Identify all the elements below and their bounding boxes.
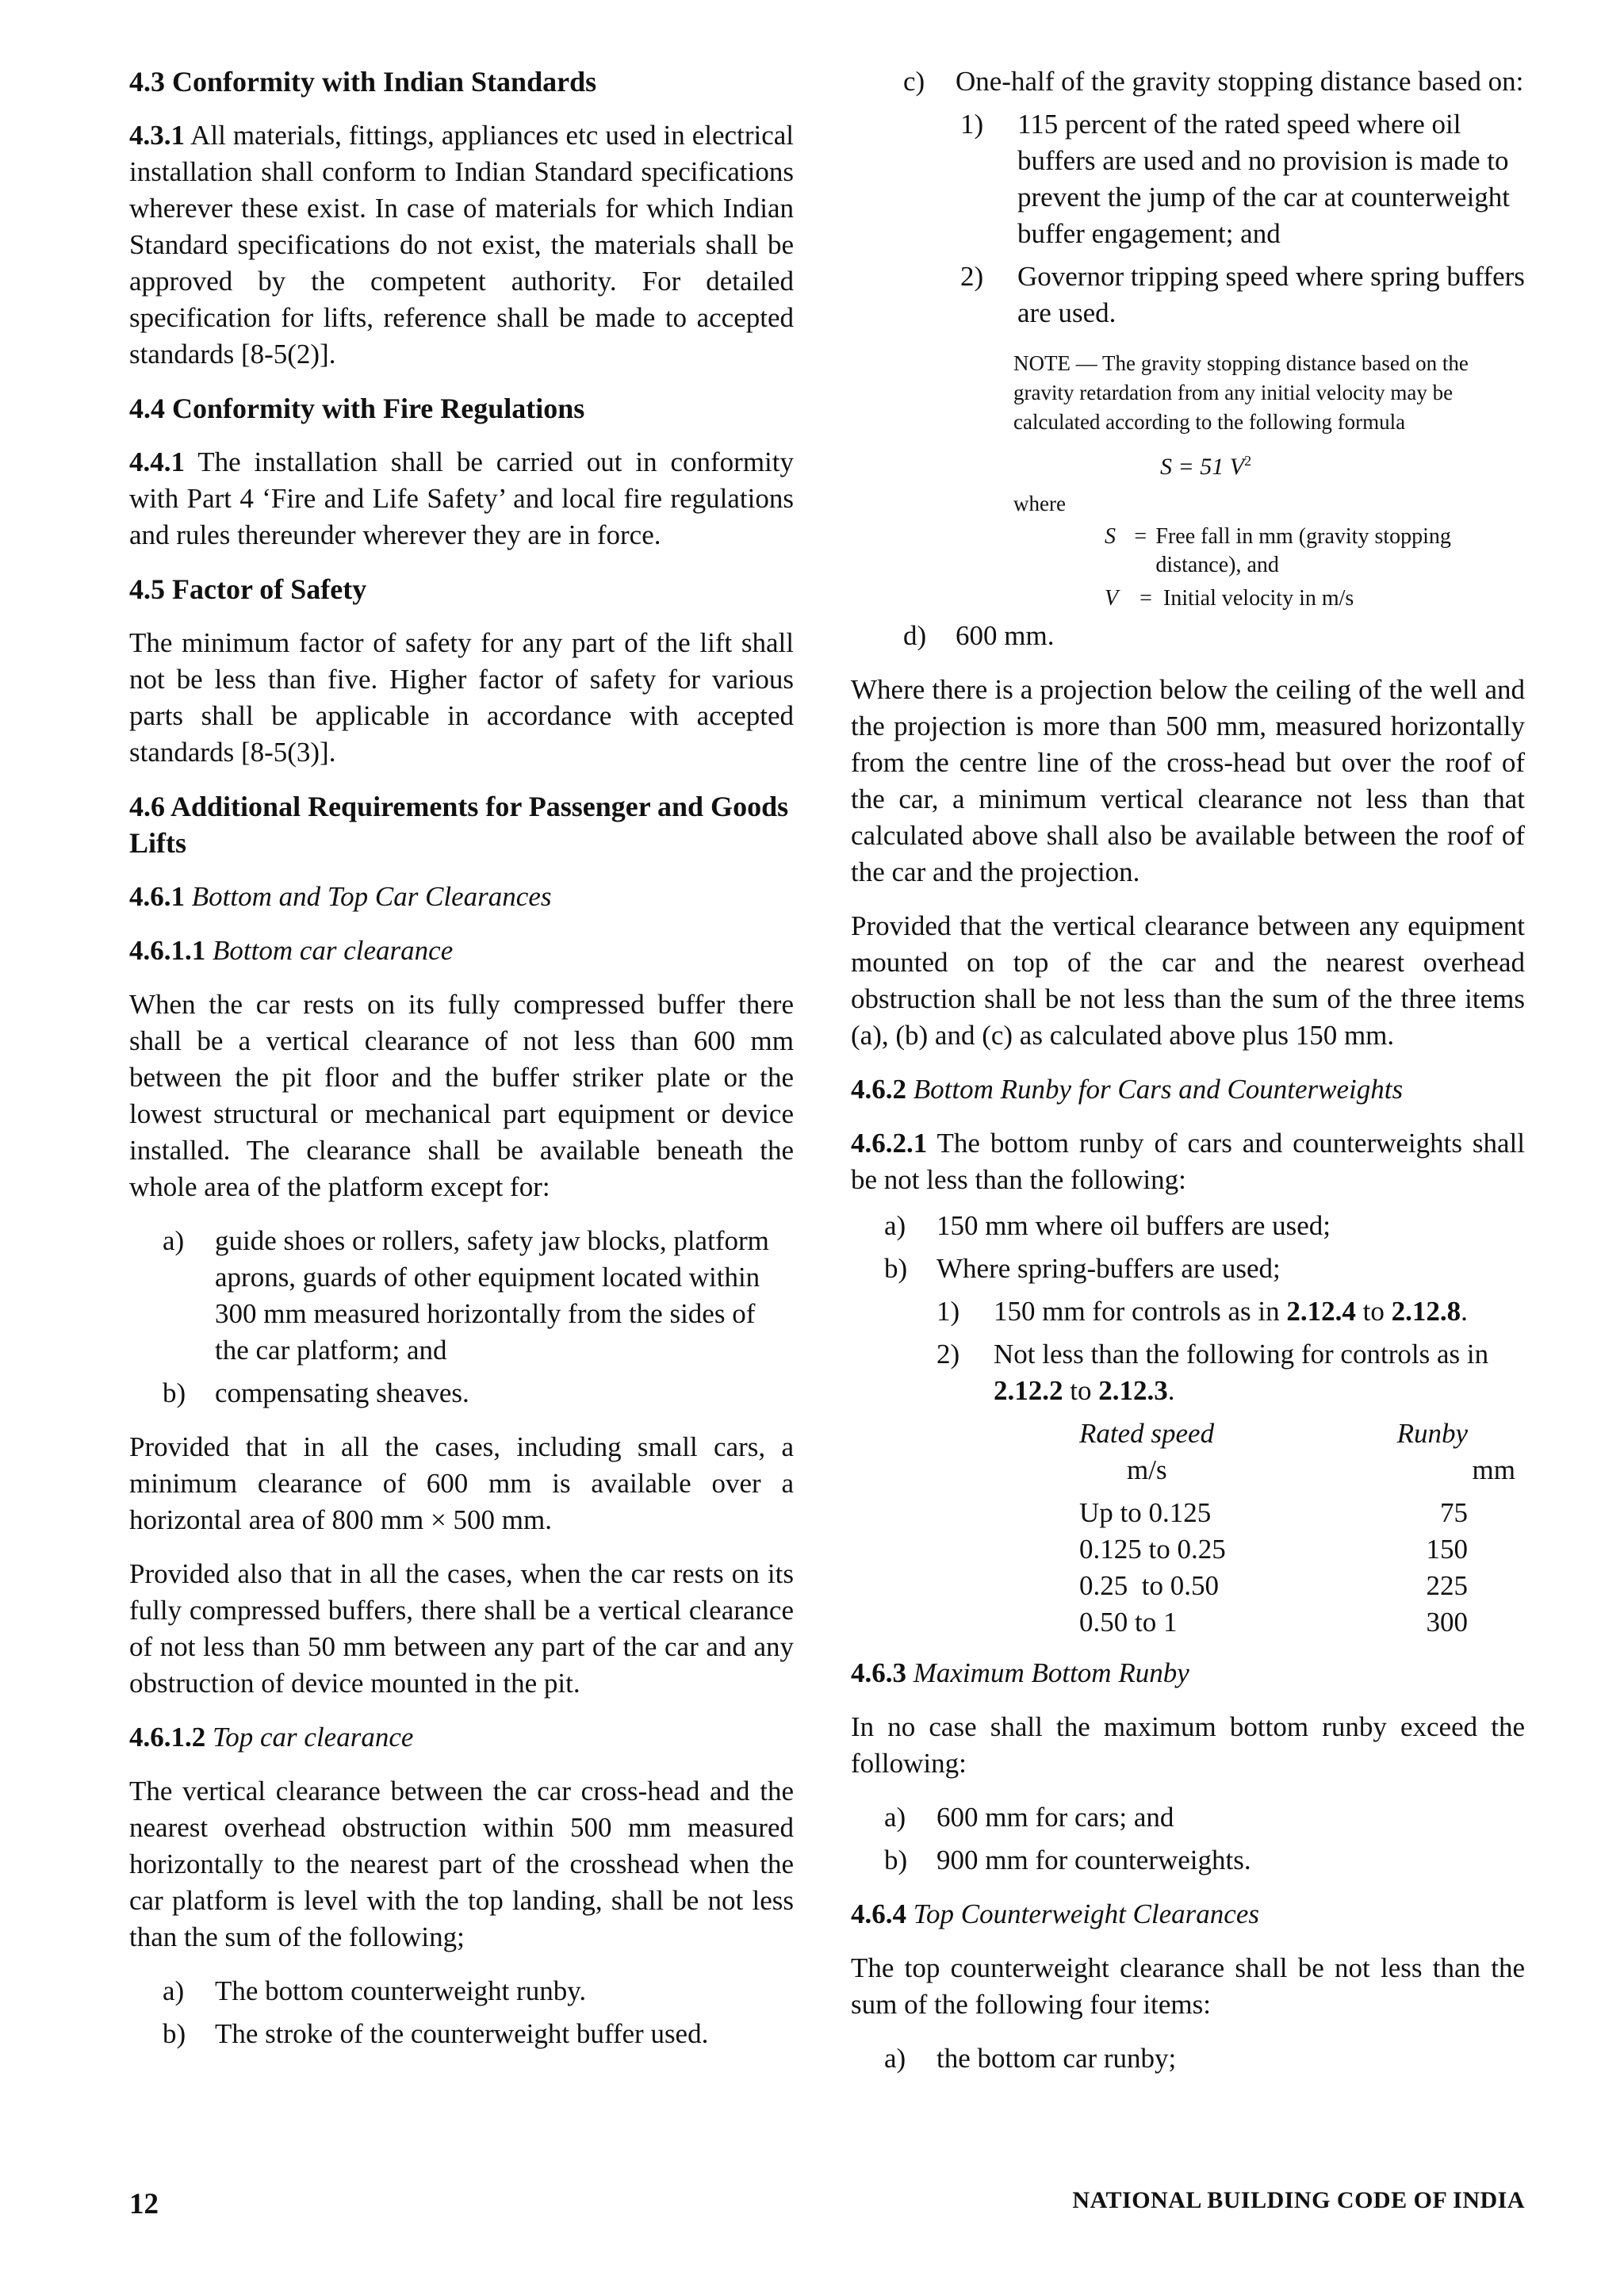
clause-number: 4.6.1.1 bbox=[129, 935, 206, 966]
where-label: where bbox=[1013, 492, 1066, 515]
list-item bbox=[129, 2016, 794, 2052]
formula-text: S = 51 V bbox=[1160, 454, 1245, 480]
subheading-4-6-4 bbox=[851, 1896, 1525, 1933]
table-row bbox=[851, 1495, 1525, 1531]
paragraph-text: The installation shall be carried out in conformity with Part 4 ‘Fire and Life Safety’ and local fire regulations and rules thereunder wherever they are in force. bbox=[129, 446, 794, 550]
max-runby-list bbox=[851, 1799, 1525, 1879]
text-run: 150 mm for controls as in bbox=[994, 1296, 1287, 1327]
list-item bbox=[129, 1223, 794, 1369]
list-marker: 1) bbox=[960, 109, 984, 140]
list-marker: a) bbox=[884, 2043, 906, 2074]
definition-equals: = bbox=[1139, 586, 1152, 611]
clause-ref: 2.12.2 bbox=[994, 1375, 1063, 1406]
definition-row bbox=[851, 584, 1525, 613]
runby-list bbox=[851, 1208, 1525, 1409]
clause-number: 4.6.4 bbox=[851, 1898, 906, 1929]
formula bbox=[851, 445, 1525, 483]
subheading-title: Bottom car clearance bbox=[213, 935, 454, 966]
clause-number: 4.6.1.2 bbox=[129, 1722, 206, 1753]
list-item bbox=[129, 1973, 794, 2009]
list-marker: a) bbox=[163, 1975, 185, 2006]
paragraph-text: All materials, fittings, appliances etc used in electrical installation shall conform to Indian Standard specifications wherever these exist. In case of materials for which Indian Standard specifications do not exist, the materials shall be approved by the competent authority. For detailed specification for lifts, reference shall be made to accepted standards [8-5(2)]. bbox=[129, 120, 794, 370]
list-item-d bbox=[851, 618, 1525, 654]
list-text: compensating sheaves. bbox=[215, 1377, 469, 1408]
paragraph-bottom-clearance: When the car rests on its fully compressed buffer there shall be a vertical clearance of not less than 600 mm between the pit floor and the buffer striker plate or the lowest structural or mechanical part equipment or device installed. The clearance shall be available beneath the whole area of the platform except for: bbox=[129, 989, 794, 1202]
list-marker: d) bbox=[903, 620, 927, 651]
section-heading-4-6: 4.6 Additional Requirements for Passenger and Goods Lifts bbox=[129, 791, 789, 859]
list-item-c bbox=[851, 63, 1525, 100]
list-item bbox=[851, 259, 1525, 331]
table-header-speed: Rated speed bbox=[1079, 1418, 1215, 1449]
table-header-row bbox=[851, 1416, 1525, 1452]
paragraph-text: The bottom runby of cars and counterweights shall be not less than the following: bbox=[851, 1128, 1525, 1195]
list-text: The bottom counterweight runby. bbox=[215, 1975, 587, 2006]
list-marker: 1) bbox=[936, 1296, 960, 1327]
subheading-4-6-1 bbox=[129, 879, 794, 915]
page-number: 12 bbox=[129, 2188, 159, 2220]
paragraph-4-3-1 bbox=[129, 117, 794, 373]
counterweight-items-list bbox=[851, 2040, 1525, 2077]
subheading-4-6-2 bbox=[851, 1071, 1525, 1108]
list-item bbox=[851, 106, 1525, 252]
table-cell-speed: 0.50 to 1 bbox=[1079, 1607, 1178, 1638]
list-text bbox=[994, 1336, 1525, 1409]
section-heading-4-3: 4.3 Conformity with Indian Standards bbox=[129, 66, 597, 98]
subheading-title: Maximum Bottom Runby bbox=[913, 1657, 1189, 1688]
paragraph-4-5: The minimum factor of safety for any part of the lift shall not be less than five. Higher factor of safety for various parts shall be applicable in accordance with accepted standards [8-5(3)]. bbox=[129, 627, 794, 768]
table-unit-row bbox=[851, 1452, 1525, 1488]
list-text: Where spring-buffers are used; bbox=[936, 1253, 1281, 1284]
subheading-4-6-1-1 bbox=[129, 933, 794, 969]
list-item bbox=[851, 1293, 1525, 1330]
table-cell-speed: Up to 0.125 bbox=[1079, 1497, 1212, 1528]
page-footer bbox=[129, 2187, 1525, 2227]
paragraph-projection: Where there is a projection below the ceiling of the well and the projection is more than 500 mm, measured horizontally from the centre line of the cross-head but over the roof of the car, a minimum vertical clearance not less than that calculated above shall also be available between the roof of the car and the projection. bbox=[851, 674, 1525, 887]
list-item bbox=[851, 2040, 1525, 2077]
list-text: 600 mm for cars; and bbox=[936, 1802, 1174, 1833]
list-item bbox=[851, 1842, 1525, 1879]
definition-symbol: S bbox=[1105, 524, 1116, 549]
paragraph-4-4-1 bbox=[129, 444, 794, 554]
right-column bbox=[851, 63, 1525, 2094]
table-unit-runby: mm bbox=[1472, 1454, 1515, 1485]
table-header-runby: Runby bbox=[1396, 1418, 1468, 1449]
table-row bbox=[851, 1604, 1525, 1641]
list-marker: c) bbox=[903, 66, 925, 97]
table-unit-speed: m/s bbox=[1127, 1454, 1167, 1485]
subheading-title: Top car clearance bbox=[213, 1722, 414, 1753]
list-text: the bottom car runby; bbox=[936, 2043, 1177, 2074]
list-text: 115 percent of the rated speed where oil buffers are used and no provision is made to prevent the jump of the car at counterweight buffer engagement; and bbox=[1017, 109, 1511, 249]
clause-ref: 2.12.8 bbox=[1391, 1296, 1461, 1327]
clause-number: 4.6.2 bbox=[851, 1074, 906, 1105]
section-heading-4-5: 4.5 Factor of Safety bbox=[129, 573, 367, 605]
list-text: 150 mm where oil buffers are used; bbox=[936, 1210, 1331, 1241]
text-run: . bbox=[1167, 1375, 1175, 1406]
table-cell-runby: 150 bbox=[1426, 1534, 1468, 1565]
exception-list bbox=[129, 1223, 794, 1412]
definition-text: Free fall in mm (gravity stopping distance), and bbox=[1155, 524, 1451, 577]
list-item bbox=[129, 1375, 794, 1412]
note-gravity-formula: NOTE — The gravity stopping distance based on the gravity retardation from any initial velocity may be calculated according to the following formula bbox=[1013, 351, 1469, 434]
running-title: NATIONAL BUILDING CODE OF INDIA bbox=[1072, 2187, 1525, 2213]
section-heading-4-4: 4.4 Conformity with Fire Regulations bbox=[129, 393, 585, 424]
list-text: 600 mm. bbox=[956, 620, 1055, 651]
list-marker: b) bbox=[884, 1253, 908, 1284]
definition-row bbox=[851, 523, 1525, 580]
list-text: 900 mm for counterweights. bbox=[936, 1845, 1251, 1875]
definition-equals: = bbox=[1134, 524, 1147, 549]
definition-text: Initial velocity in m/s bbox=[1163, 586, 1354, 611]
subheading-4-6-3 bbox=[851, 1655, 1525, 1691]
text-run: . bbox=[1461, 1296, 1468, 1327]
list-item bbox=[851, 1799, 1525, 1836]
list-marker: 2) bbox=[936, 1339, 960, 1370]
list-marker: b) bbox=[884, 1845, 908, 1875]
clause-ref: 2.12.4 bbox=[1286, 1296, 1356, 1327]
table-cell-runby: 300 bbox=[1426, 1607, 1468, 1638]
list-item bbox=[851, 1336, 1525, 1409]
list-text: guide shoes or rollers, safety jaw blocks, platform aprons, guards of other equipment located within 300 mm measured horizontally from the sides of the car platform; and bbox=[215, 1225, 769, 1366]
paragraph-proviso-2: Provided also that in all the cases, when the car rests on its fully compressed buffers, there shall be a vertical clearance of not less than 50 mm between any part of the car and any obstruction of device mounted in the pit. bbox=[129, 1558, 794, 1699]
list-marker: b) bbox=[163, 1377, 186, 1408]
table-cell-runby: 75 bbox=[1440, 1497, 1468, 1528]
list-marker: a) bbox=[163, 1225, 185, 1256]
clause-number: 4.6.3 bbox=[851, 1657, 906, 1688]
table-cell-runby: 225 bbox=[1426, 1570, 1468, 1601]
text-run: to bbox=[1355, 1296, 1392, 1327]
table-cell-speed: 0.25 to 0.50 bbox=[1079, 1570, 1219, 1601]
definition-symbol: V bbox=[1105, 586, 1119, 611]
list-item bbox=[851, 1251, 1525, 1287]
left-column bbox=[129, 63, 794, 2070]
subheading-title: Bottom Runby for Cars and Counterweights bbox=[913, 1074, 1404, 1105]
paragraph-proviso-1: Provided that in all the cases, including small cars, a minimum clearance of 600 mm is available over a horizontal area of 800 mm × 500 mm. bbox=[129, 1431, 794, 1535]
paragraph-top-clearance: The vertical clearance between the car cross-head and the nearest overhead obstruction within 500 mm measured horizontally to the nearest part of the crosshead when the car platform is level with the top landing, shall be not less than the sum of the following; bbox=[129, 1776, 794, 1952]
clause-number: 4.6.2.1 bbox=[851, 1128, 928, 1159]
table-cell-speed: 0.125 to 0.25 bbox=[1079, 1534, 1226, 1565]
list-text bbox=[994, 1293, 1525, 1330]
clause-number: 4.6.1 bbox=[129, 881, 185, 912]
list-text: Governor tripping speed where spring buffers are used. bbox=[1017, 261, 1525, 328]
list-marker: b) bbox=[163, 2018, 186, 2049]
subheading-title: Top Counterweight Clearances bbox=[913, 1898, 1259, 1929]
text-run: to bbox=[1063, 1375, 1099, 1406]
text-run: Not less than the following for controls as in bbox=[994, 1339, 1489, 1370]
paragraph-4-6-4: The top counterweight clearance shall be not less than the sum of the following four items: bbox=[851, 1952, 1525, 2020]
clause-number: 4.3.1 bbox=[129, 120, 185, 151]
list-text: One-half of the gravity stopping distance based on: bbox=[956, 66, 1524, 97]
list-item bbox=[851, 1208, 1525, 1244]
paragraph-4-6-3: In no case shall the maximum bottom runby exceed the following: bbox=[851, 1711, 1525, 1779]
table-row bbox=[851, 1568, 1525, 1604]
list-marker: a) bbox=[884, 1210, 906, 1241]
table-row bbox=[851, 1531, 1525, 1568]
subheading-title: Bottom and Top Car Clearances bbox=[191, 881, 552, 912]
gravity-basis-list bbox=[851, 106, 1525, 331]
list-marker: a) bbox=[884, 1802, 906, 1833]
sum-items-list bbox=[129, 1973, 794, 2052]
formula-exponent: 2 bbox=[1244, 453, 1252, 469]
clause-number: 4.4.1 bbox=[129, 446, 185, 477]
list-text: The stroke of the counterweight buffer used. bbox=[215, 2018, 709, 2049]
runby-table bbox=[851, 1416, 1525, 1641]
clause-ref: 2.12.3 bbox=[1098, 1375, 1168, 1406]
paragraph-proviso-equipment: Provided that the vertical clearance between any equipment mounted on top of the car and the nearest overhead obstruction shall be not less than the sum of the three items (a), (b) and (c) as calculated above plus 150 mm. bbox=[851, 910, 1525, 1051]
paragraph-4-6-2-1 bbox=[851, 1125, 1525, 1198]
subheading-4-6-1-2 bbox=[129, 1719, 794, 1756]
list-marker: 2) bbox=[960, 261, 984, 292]
